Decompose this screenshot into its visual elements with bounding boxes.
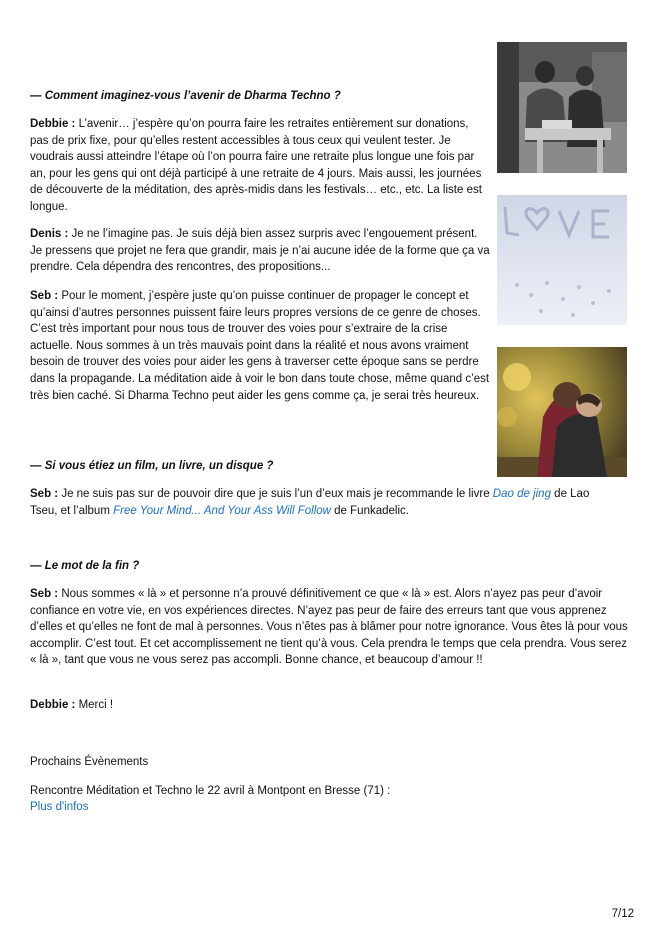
answer-text: Je ne l’imagine pas. Je suis déjà bien assez surpris avec l’engouement présent. Je pressens que projet ne fera que grandir, mais je n’ai aucune idée de la forme que ça va prendre. Cela dépendra des rencontres, des propositions... (30, 228, 490, 274)
photo-people-cooking (497, 42, 627, 173)
speaker-seb: Seb : (30, 290, 59, 302)
speaker-seb: Seb : (30, 588, 59, 600)
answer-seb-final (30, 586, 630, 669)
answer-text: Pour le moment, j’espère juste qu’on puisse continuer de propager le concept et qu’ainsi d’autres personnes puissent faire leurs propres versions de ce genre de choses. C’est très important pour nous tous de trouver des voies pour s’extraire de la crise actuelle. Nous sommes à un très mauvais point dans la réalité et nous avons vraiment besoin de trouver des voies pour aider les gens à traverser cette époque sans se perdre dans la propagande. La méditation aide à voir le bon dans toute chose, même quand c’est très bien caché. Si Dharma Techno peut aider les gens comme ça, je serai très heureux. (30, 290, 490, 402)
answer-text: Je ne suis pas sur de pouvoir dire que je suis l’un d’eux mais je recommande le livre (58, 488, 493, 500)
question-film-book-record: — Si vous étiez un film, un livre, un disque ? (30, 460, 274, 472)
answer-text: Nous sommes « là » et personne n’a prouvé définitivement ce que « là » est. Alors n’ayez pas peur d’avoir confiance en votre vie, en vos expériences directes. N’ayez pas peur de faire des erreurs tant que vous apprenez d’elles et qu’elles ne font de mal à personnes. Vous n’êtes pas à blâmer pour notre ignorance. Vous êtes là pour vous accomplir. C’est tout. Et cet accomplissement ne tient qu’à vous. Cela prendra le temps que cela prendra. Vous serez « là », tant que vous ne vous serez pas accompli. Bonne chance, et beaucoup d’amour !! (30, 588, 628, 667)
album-link[interactable]: Free Your Mind... And Your Ass Will Follow (113, 504, 331, 517)
photo-love-in-snow (497, 195, 627, 325)
answer-seb-future (30, 288, 490, 404)
page-number: 7/12 (611, 908, 634, 920)
answer-text: de Lao Tseu, et l’album (30, 488, 590, 517)
speaker-debbie: Debbie : (30, 699, 76, 711)
speaker-seb: Seb : (30, 488, 59, 500)
answer-denis-future (30, 226, 490, 276)
answer-debbie-final (30, 697, 490, 714)
speaker-debbie: Debbie : (30, 118, 76, 130)
answer-text: Merci ! (75, 699, 114, 711)
photo-couple-hugging (497, 347, 627, 477)
answer-debbie-future (30, 116, 490, 216)
answer-seb-recommendations (30, 486, 590, 519)
book-link[interactable]: Dao de jing (492, 488, 551, 500)
question-future: — Comment imaginez-vous l’avenir de Dharma Techno ? (30, 90, 341, 102)
more-info-link[interactable]: Plus d'infos (30, 801, 89, 813)
events-heading: Prochains Évènements (30, 756, 149, 768)
answer-text: L’avenir… j’espère qu’on pourra faire les retraites entièrement sur donations, pas de prix fixe, pour qu’elles restent accessibles à tous ceux qui veulent tester. Je voudrais aussi atteindre l’étape où l’on pourra faire une retraite plus longue une fois par an, pour les gens qui ont déjà participé à une retraite de 4 jours. Mais aussi, les journées de découverte de la méditation, des après-midis dans les festivals… etc., etc. La liste est longue. (30, 118, 482, 213)
event-item: Rencontre Méditation et Techno le 22 avril à Montpont en Bresse (71) : (30, 785, 391, 797)
answer-text: de Funkadelic. (330, 504, 409, 517)
speaker-denis: Denis : (30, 228, 69, 240)
question-final-word: — Le mot de la fin ? (30, 560, 140, 572)
